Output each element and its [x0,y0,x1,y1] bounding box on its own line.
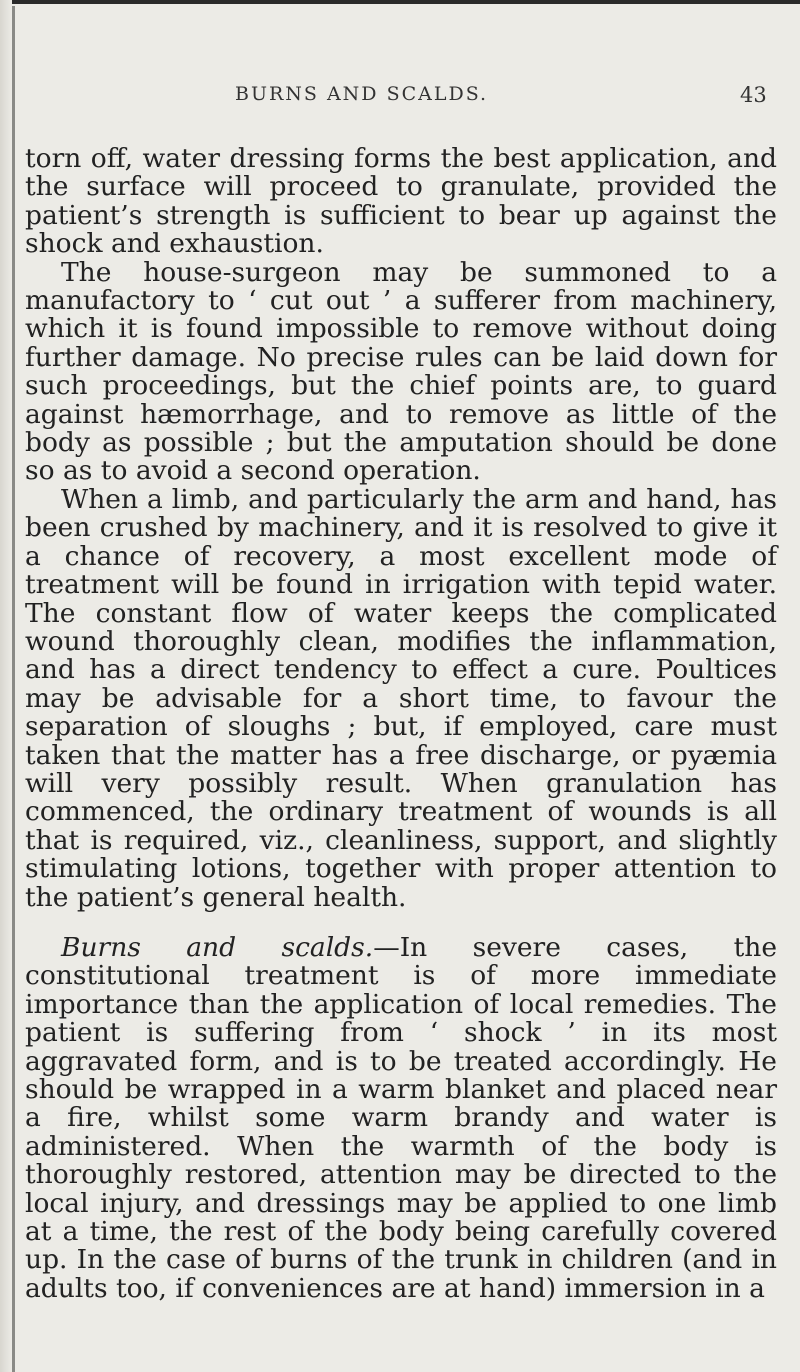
body-text [25,145,777,1303]
paragraph-burns-and-scalds [25,931,778,1304]
paragraph-burns-text: —In severe cases, the constitutional treatment is of more immediate importance than the application of local remedies. The patient is suffering from ‘ shock ’ in its most aggravated form, and is to be treated accordingly. He should be wrapped in a warm blanket and placed near a fire, whilst some warm brandy and water is administered. When the warmth of the body is thoroughly restored, attention may be directed to the local injury, and dressings may be applied to one limb at a time, the rest of the body being carefully covered up. In the case of burns of the trunk in children (and in adults too, if conveniences are at hand) immersion in a [25,931,778,1304]
paragraph-house-surgeon: The house-surgeon may be summoned to a manufactory to ‘ cut out ’ a sufferer from machinery, which it is found impossible to remove without doing further damage. No precise rules can be laid down for such proceedings, but the chief points are, to guard against hæmorrhage, and to remove as little of the body as possible ; but the amputation should be done so as to avoid a second operation. [25,256,777,487]
paragraph-continuation: torn off, water dressing forms the best application, and the surface will proceed to granulate, provided the patient’s strength is sufficient to bear up against the shock and exhaustion. [25,143,777,260]
top-edge-rule [0,0,800,4]
page-number: 43 [740,83,767,107]
page-spine-shadow [0,0,12,1372]
page-header [0,83,800,123]
paragraph-crushed-limb: When a limb, and particularly the arm and hand, has been crushed by machinery, and it is resolved to give it a chance of recovery, a most excellent mode of treatment will be found in irrigation with tepid water. The constant flow of water keeps the complicated wound thoroughly clean, modifies the inflammation, and has a direct tendency to effect a cure. Poultices may be advisable for a short time, to favour the separation of sloughs ; but, if employed, care must taken that the matter has a free discharge, or pyæmia will very possibly result. When granulation has commenced, the ordinary treatment of wounds is all that is required, viz., cleanliness, support, and slightly stimulating lotions, together with proper attention to the patient’s general health. [25,483,777,913]
running-head: BURNS AND SCALDS. [235,83,489,105]
gutter-line [12,6,15,1372]
section-heading-burns-and-scalds: Burns and scalds. [61,931,374,963]
